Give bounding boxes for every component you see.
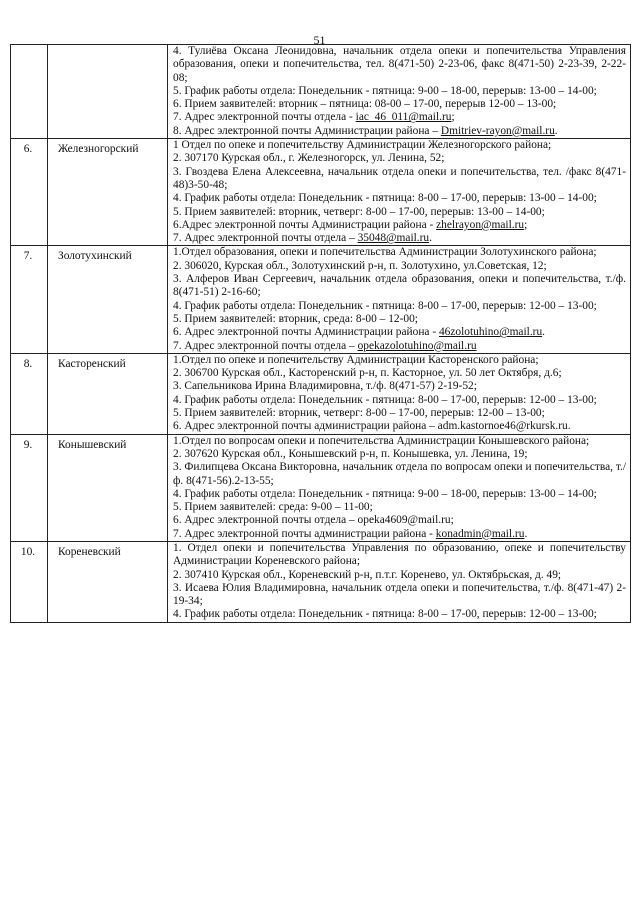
- table-row: [11, 541, 631, 622]
- row-number: 8.: [11, 353, 48, 434]
- info-line: 3. Гвоздева Елена Алексеевна, начальник отдела опеки и попечительства, тел. /факс 8(471-48)3-50-48;: [173, 165, 626, 191]
- email-address: zhelrayon@mail.ru: [436, 218, 525, 231]
- district-name: Железногорский: [48, 139, 168, 246]
- info-line: 4. График работы отдела: Понедельник - пятница: 8-00 – 17-00, перерыв: 12-00 – 13-00;: [173, 608, 597, 621]
- info-line: 4. График работы отдела: Понедельник - пятница: 9-00 – 18-00, перерыв: 13-00 – 14-00;: [173, 487, 597, 500]
- info-line: 4. График работы отдела: Понедельник - пятница: 8-00 – 17-00, перерыв: 13-00 – 14-00;: [173, 192, 597, 205]
- info-line: 7. Адрес электронной почты администрации района - konadmin@mail.ru.: [173, 527, 528, 540]
- info-line: 5. Прием заявителей: вторник, четверг: 8-00 – 17-00, перерыв: 12-00 – 13-00;: [173, 407, 545, 420]
- info-line: 8. Адрес электронной почты Администрации района – Dmitriev-rayon@mail.ru.: [173, 124, 558, 137]
- district-info: [168, 353, 631, 434]
- info-line: 7. Адрес электронной почты отдела – 35048@mail.ru.: [173, 232, 432, 245]
- email-address: 46zolotuhino@mail.ru: [438, 326, 543, 339]
- email-address: 35048@mail.ru: [357, 232, 430, 245]
- info-line: 6. Адрес электронной почты отдела – opeka4609@mail.ru;: [173, 514, 454, 527]
- row-number: 9.: [11, 434, 48, 541]
- district-name: Золотухинский: [48, 246, 168, 353]
- email-address: iac_46_011@mail.ru: [355, 111, 452, 124]
- email-address: Dmitriev-rayon@mail.ru: [440, 124, 555, 137]
- row-number: 6.: [11, 139, 48, 246]
- info-line: 7. Адрес электронной почты отдела - iac_46_011@mail.ru;: [173, 111, 455, 124]
- info-line: 2. 307410 Курская обл., Кореневский р-н, п.т.г. Коренево, ул. Октябрьская, д. 49;: [173, 568, 562, 581]
- info-line: 1.Отдел образования, опеки и попечительства Администрации Золотухинского района;: [173, 246, 597, 259]
- info-line: 2. 306700 Курская обл., Касторенский р-н, п. Касторное, ул. 50 лет Октября, д.6;: [173, 367, 562, 380]
- info-line: 3. Алферов Иван Сергеевич, начальник отдела образования, опеки и попечительства, т./ф. 8(471-51) 2-16-60;: [173, 273, 626, 299]
- info-line: 2. 307620 Курская обл., Конышевский р-н, п. Конышевка, ул. Ленина, 19;: [173, 447, 528, 460]
- info-line: 7. Адрес электронной почты отдела – opekazolotuhino@mail.ru: [173, 339, 477, 352]
- info-line: 6. Прием заявителей: вторник – пятница: 08-00 – 17-00, перерыв 12-00 – 13-00;: [173, 98, 557, 111]
- district-info: [168, 541, 631, 622]
- info-line: 1 Отдел по опеке и попечительству Администрации Железногорского района;: [173, 139, 552, 152]
- info-line: 5. Прием заявителей: вторник, четверг: 8-00 – 17-00, перерыв: 13-00 – 14-00;: [173, 205, 545, 218]
- district-info: [168, 434, 631, 541]
- info-line: 1.Отдел по вопросам опеки и попечительства Администрации Конышевского района;: [173, 434, 590, 447]
- info-line: 5. Прием заявителей: среда: 9-00 – 11-00;: [173, 501, 373, 514]
- district-name: Касторенский: [48, 353, 168, 434]
- table-row: [11, 246, 631, 353]
- district-name: Конышевский: [48, 434, 168, 541]
- table-row: [11, 139, 631, 246]
- info-line: 1. Отдел опеки и попечительства Управления по образованию, опеке и попечительству Администрации Кореневского района;: [173, 541, 626, 568]
- info-line: 4. График работы отдела: Понедельник - пятница: 8-00 – 17-00, перерыв: 12-00 – 13-00;: [173, 299, 597, 312]
- table-row: [11, 45, 631, 139]
- info-line: 3. Сапельникова Ирина Владимировна, т./ф. 8(471-57) 2-19-52;: [173, 380, 477, 393]
- district-info: [168, 139, 631, 246]
- table-row: [11, 353, 631, 434]
- row-number: [11, 45, 48, 139]
- district-name: [48, 45, 168, 139]
- page-number: 51: [313, 33, 326, 47]
- email-address: opekazolotuhino@mail.ru: [357, 339, 477, 352]
- info-line: 6.Адрес электронной почты Администрации района - zhelrayon@mail.ru;: [173, 218, 528, 231]
- info-line: 6. Адрес электронной почты администрации района – adm.kastornoe46@rkursk.ru.: [173, 420, 571, 433]
- info-line: 5. Прием заявителей: вторник, среда: 8-00 – 12-00;: [173, 312, 418, 325]
- info-line: 2. 306020, Курская обл., Золотухинский р-н, п. Золотухино, ул.Советская, 12;: [173, 259, 547, 272]
- row-number: 7.: [11, 246, 48, 353]
- district-name: Кореневский: [48, 541, 168, 622]
- info-line: 4. График работы отдела: Понедельник - пятница: 8-00 – 17-00, перерыв: 12-00 – 13-00;: [173, 393, 597, 406]
- district-info: [168, 246, 631, 353]
- table-row: [11, 434, 631, 541]
- email-address: konadmin@mail.ru: [435, 527, 525, 540]
- info-line: 2. 307170 Курская обл., г. Железногорск, ул. Ленина, 52;: [173, 152, 445, 165]
- info-line: 4. Тулиёва Оксана Леонидовна, начальник отдела опеки и попечительства Управления образования, опеки и попечительства, тел. 8(471-50) 2-23-06, факс 8(471-50) 2-23-39, 2-22-08;: [173, 45, 626, 84]
- district-info: [168, 45, 631, 139]
- info-line: 1.Отдел по опеке и попечительству Администрации Касторенского района;: [173, 353, 539, 366]
- row-number: 10.: [11, 541, 48, 622]
- info-line: 5. График работы отдела: Понедельник - пятница: 9-00 – 18-00, перерыв: 13-00 – 14-00;: [173, 84, 597, 97]
- info-line: 3. Филипцева Оксана Викторовна, начальник отдела по вопросам опеки и попечительства, т./ф. 8(471-56).2-13-55;: [173, 461, 626, 487]
- info-line: 6. Адрес электронной почты Администрации района - 46zolotuhino@mail.ru.: [173, 326, 546, 339]
- info-line: 3. Исаева Юлия Владимировна, начальник отдела опеки и попечительства, т./ф. 8(471-47) 2-19-34;: [173, 581, 626, 608]
- guardianship-departments-table: [10, 44, 631, 623]
